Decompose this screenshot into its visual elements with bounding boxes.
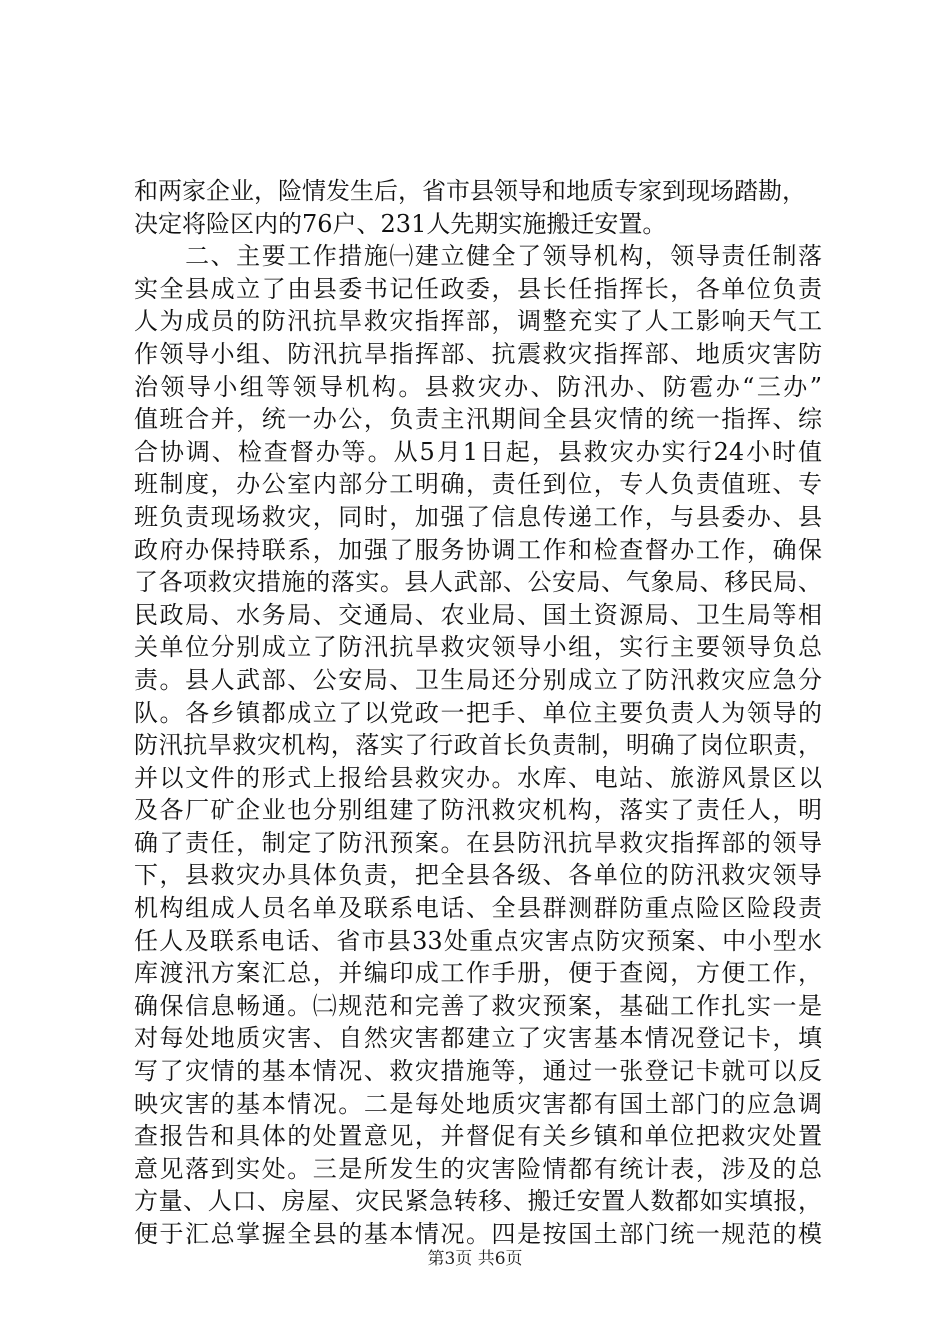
text-line: 关单位分别成立了防汛抗旱救灾领导小组，实行主要领导负总 — [134, 633, 822, 662]
text-line: 班负责现场救灾，同时，加强了信息传递工作，与县委办、县 — [134, 502, 822, 531]
text-line: 队。各乡镇都成立了以党政一把手、单位主要负责人为领导的 — [134, 698, 822, 727]
text-line: 二、主要工作措施㈠建立健全了领导机构，领导责任制落 — [134, 242, 822, 271]
text-line: 及各厂矿企业也分别组建了防汛救灾机构，落实了责任人，明 — [134, 796, 822, 825]
text-line: 查报告和具体的处置意见，并督促有关乡镇和单位把救灾处置 — [134, 1122, 822, 1151]
text-line: 意见落到实处。三是所发生的灾害险情都有统计表，涉及的总 — [134, 1154, 822, 1183]
text-line: 合协调、检查督办等。从5月1日起，县救灾办实行24小时值 — [134, 437, 822, 466]
text-line: 确保信息畅通。㈡规范和完善了救灾预案，基础工作扎实一是 — [134, 991, 822, 1020]
text-line: 对每处地质灾害、自然灾害都建立了灾害基本情况登记卡，填 — [134, 1024, 822, 1053]
text-line: 值班合并，统一办公，负责主汛期间全县灾情的统一指挥、综 — [134, 405, 822, 434]
text-line: 机构组成人员名单及联系电话、全县群测群防重点险区险段责 — [134, 894, 822, 923]
text-line: 写了灾情的基本情况、救灾措施等，通过一张登记卡就可以反 — [134, 1057, 822, 1086]
text-line: 决定将险区内的76户、231人先期实施搬迁安置。 — [134, 209, 667, 238]
body-text — [134, 175, 822, 1251]
text-line: 人为成员的防汛抗旱救灾指挥部，调整充实了人工影响天气工 — [134, 307, 822, 336]
text-line: 并以文件的形式上报给县救灾办。水库、电站、旅游风景区以 — [134, 763, 822, 792]
page-footer: 第3页 共6页 — [427, 1249, 523, 1269]
text-line: 政府办保持联系，加强了服务协调工作和检查督办工作，确保 — [134, 535, 822, 564]
text-line: 确了责任，制定了防汛预案。在县防汛抗旱救灾指挥部的领导 — [134, 828, 822, 857]
text-line: 作领导小组、防汛抗旱指挥部、抗震救灾指挥部、地质灾害防 — [134, 339, 822, 368]
text-line: 任人及联系电话、省市县33处重点灾害点防灾预案、中小型水 — [134, 926, 822, 955]
text-line: 班制度，办公室内部分工明确，责任到位，专人负责值班、专 — [134, 470, 822, 499]
text-line: 便于汇总掌握全县的基本情况。四是按国土部门统一规范的模 — [134, 1220, 822, 1248]
text-line: 防汛抗旱救灾机构，落实了行政首长负责制，明确了岗位职责， — [134, 731, 822, 760]
text-line: 映灾害的基本情况。二是每处地质灾害都有国土部门的应急调 — [134, 1089, 822, 1118]
text-line: 责。县人武部、公安局、卫生局还分别成立了防汛救灾应急分 — [134, 665, 822, 694]
text-line: 实全县成立了由县委书记任政委，县长任指挥长，各单位负责 — [134, 274, 822, 303]
text-line: 方量、人口、房屋、灾民紧急转移、搬迁安置人数都如实填报， — [134, 1187, 822, 1216]
text-line: 和两家企业，险情发生后，省市县领导和地质专家到现场踏勘， — [134, 177, 806, 205]
text-line: 治领导小组等领导机构。县救灾办、防汛办、防雹办“三办” — [134, 372, 822, 401]
text-line: 下，县救灾办具体负责，把全县各级、各单位的防汛救灾领导 — [134, 861, 822, 890]
text-line: 民政局、水务局、交通局、农业局、国土资源局、卫生局等相 — [134, 600, 822, 629]
text-line: 库渡汛方案汇总，并编印成工作手册，便于查阅，方便工作， — [134, 959, 822, 988]
text-line: 了各项救灾措施的落实。县人武部、公安局、气象局、移民局、 — [134, 568, 822, 597]
